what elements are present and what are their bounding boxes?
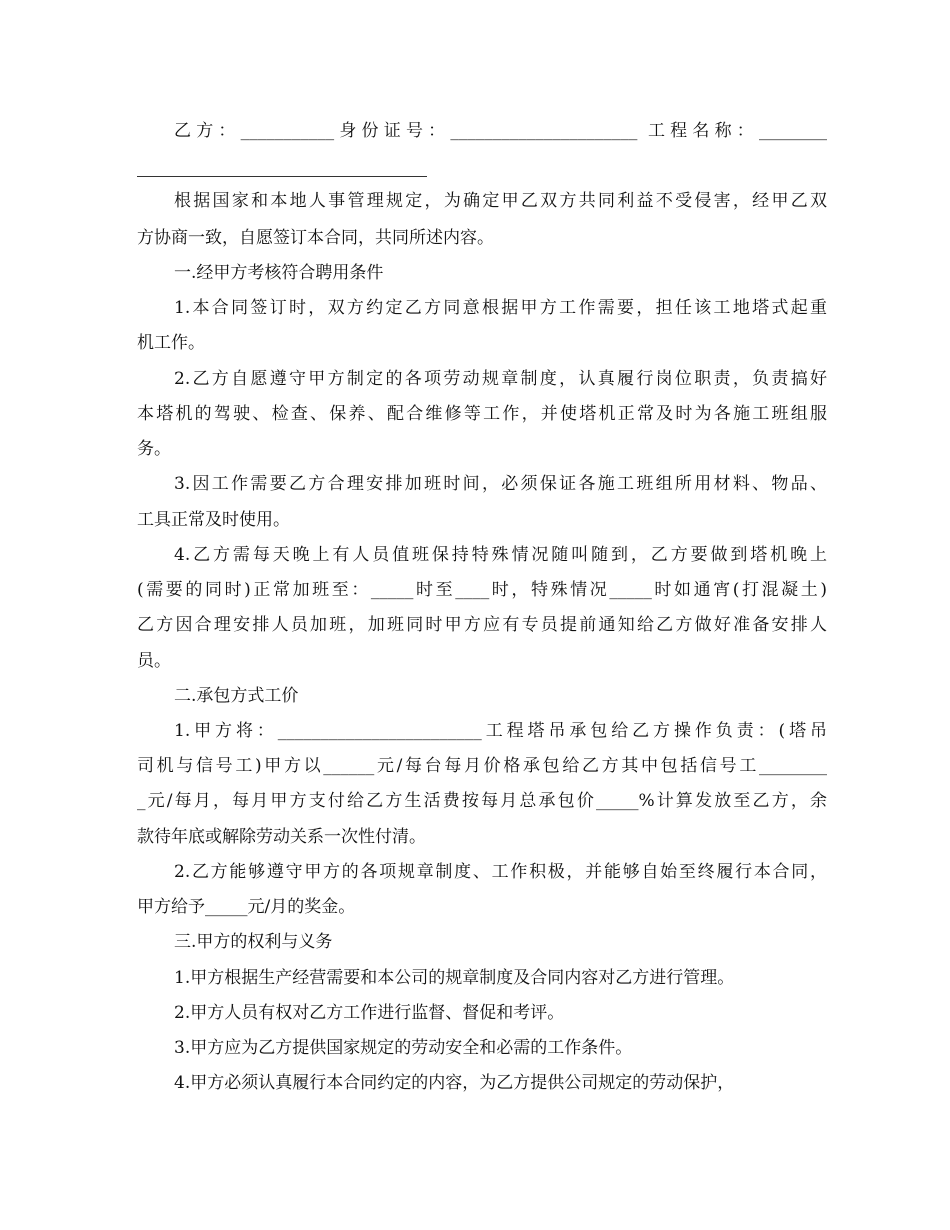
paragraph-line: 员。 — [137, 651, 171, 671]
paragraph-line: 务。 — [137, 439, 171, 459]
paragraph-line: 4.乙方需每天晚上有人员值班保持特殊情况随叫随到，乙方要做到塔机晚上 — [174, 545, 827, 565]
party-b-info-line: 乙方：___________身份证号：______________________ 工程名称：________ — [174, 121, 827, 141]
blank-underline — [137, 176, 427, 177]
paragraph-line: 乙方因合理安排人员加班，加班同时甲方应有专员提前通知给乙方做好准备安排人 — [137, 615, 827, 635]
paragraph-line: 3.因工作需要乙方合理安排加班时间，必须保证各施工班组所用材料、物品、 — [174, 474, 827, 494]
paragraph-line: _元/每月，每月甲方支付给乙方生活费按每月总承包价_____%计算发放至乙方，余 — [137, 791, 827, 811]
paragraph-line: 甲方给予_____元/月的奖金。 — [137, 897, 356, 917]
paragraph-line: 司机与信号工)甲方以______元/每台每月价格承包给乙方其中包括信号工________ — [137, 756, 827, 776]
paragraph-line: 2.甲方人员有权对乙方工作进行监督、督促和考评。 — [174, 1003, 565, 1023]
paragraph-line: 4.甲方必须认真履行本合同约定的内容，为乙方提供公司规定的劳动保护， — [174, 1073, 735, 1093]
paragraph-line: (需要的同时)正常加班至：_____时至____时，特殊情况_____时如通宵(打混凝土) — [137, 580, 827, 600]
paragraph-line: 2.乙方自愿遵守甲方制定的各项劳动规章制度，认真履行岗位职责，负责搞好 — [174, 369, 827, 389]
section-heading-3: 三.甲方的权利与义务 — [174, 932, 333, 952]
paragraph-line: 工具正常及时使用。 — [137, 510, 290, 530]
paragraph-line: 1.本合同签订时，双方约定乙方同意根据甲方工作需要，担任该工地塔式起重 — [174, 298, 827, 318]
paragraph-line: 本塔机的驾驶、检查、保养、配合维修等工作，并使塔机正常及时为各施工班组服 — [137, 404, 827, 424]
paragraph-line: 2.乙方能够遵守甲方的各项规章制度、工作积极，并能够自始至终履行本合同， — [174, 862, 827, 882]
paragraph-line: 机工作。 — [137, 333, 205, 353]
paragraph-line: 1.甲方将：________________________工程塔吊承包给乙方操作负责：(塔吊 — [174, 721, 827, 741]
paragraph-line: 款待年底或解除劳动关系一次性付清。 — [137, 827, 426, 847]
paragraph-line: 1.甲方根据生产经营需要和本公司的规章制度及合同内容对乙方进行管理。 — [174, 968, 735, 988]
paragraph-line: 方协商一致，自愿签订本合同，共同所述内容。 — [137, 228, 494, 248]
paragraph-line: 根据国家和本地人事管理规定，为确定甲乙双方共同利益不受侵害，经甲乙双 — [174, 191, 827, 211]
section-heading-2: 二.承包方式工价 — [174, 686, 299, 706]
paragraph-line: 3.甲方应为乙方提供国家规定的劳动安全和必需的工作条件。 — [174, 1038, 633, 1058]
section-heading-1: 一.经甲方考核符合聘用条件 — [174, 263, 384, 283]
